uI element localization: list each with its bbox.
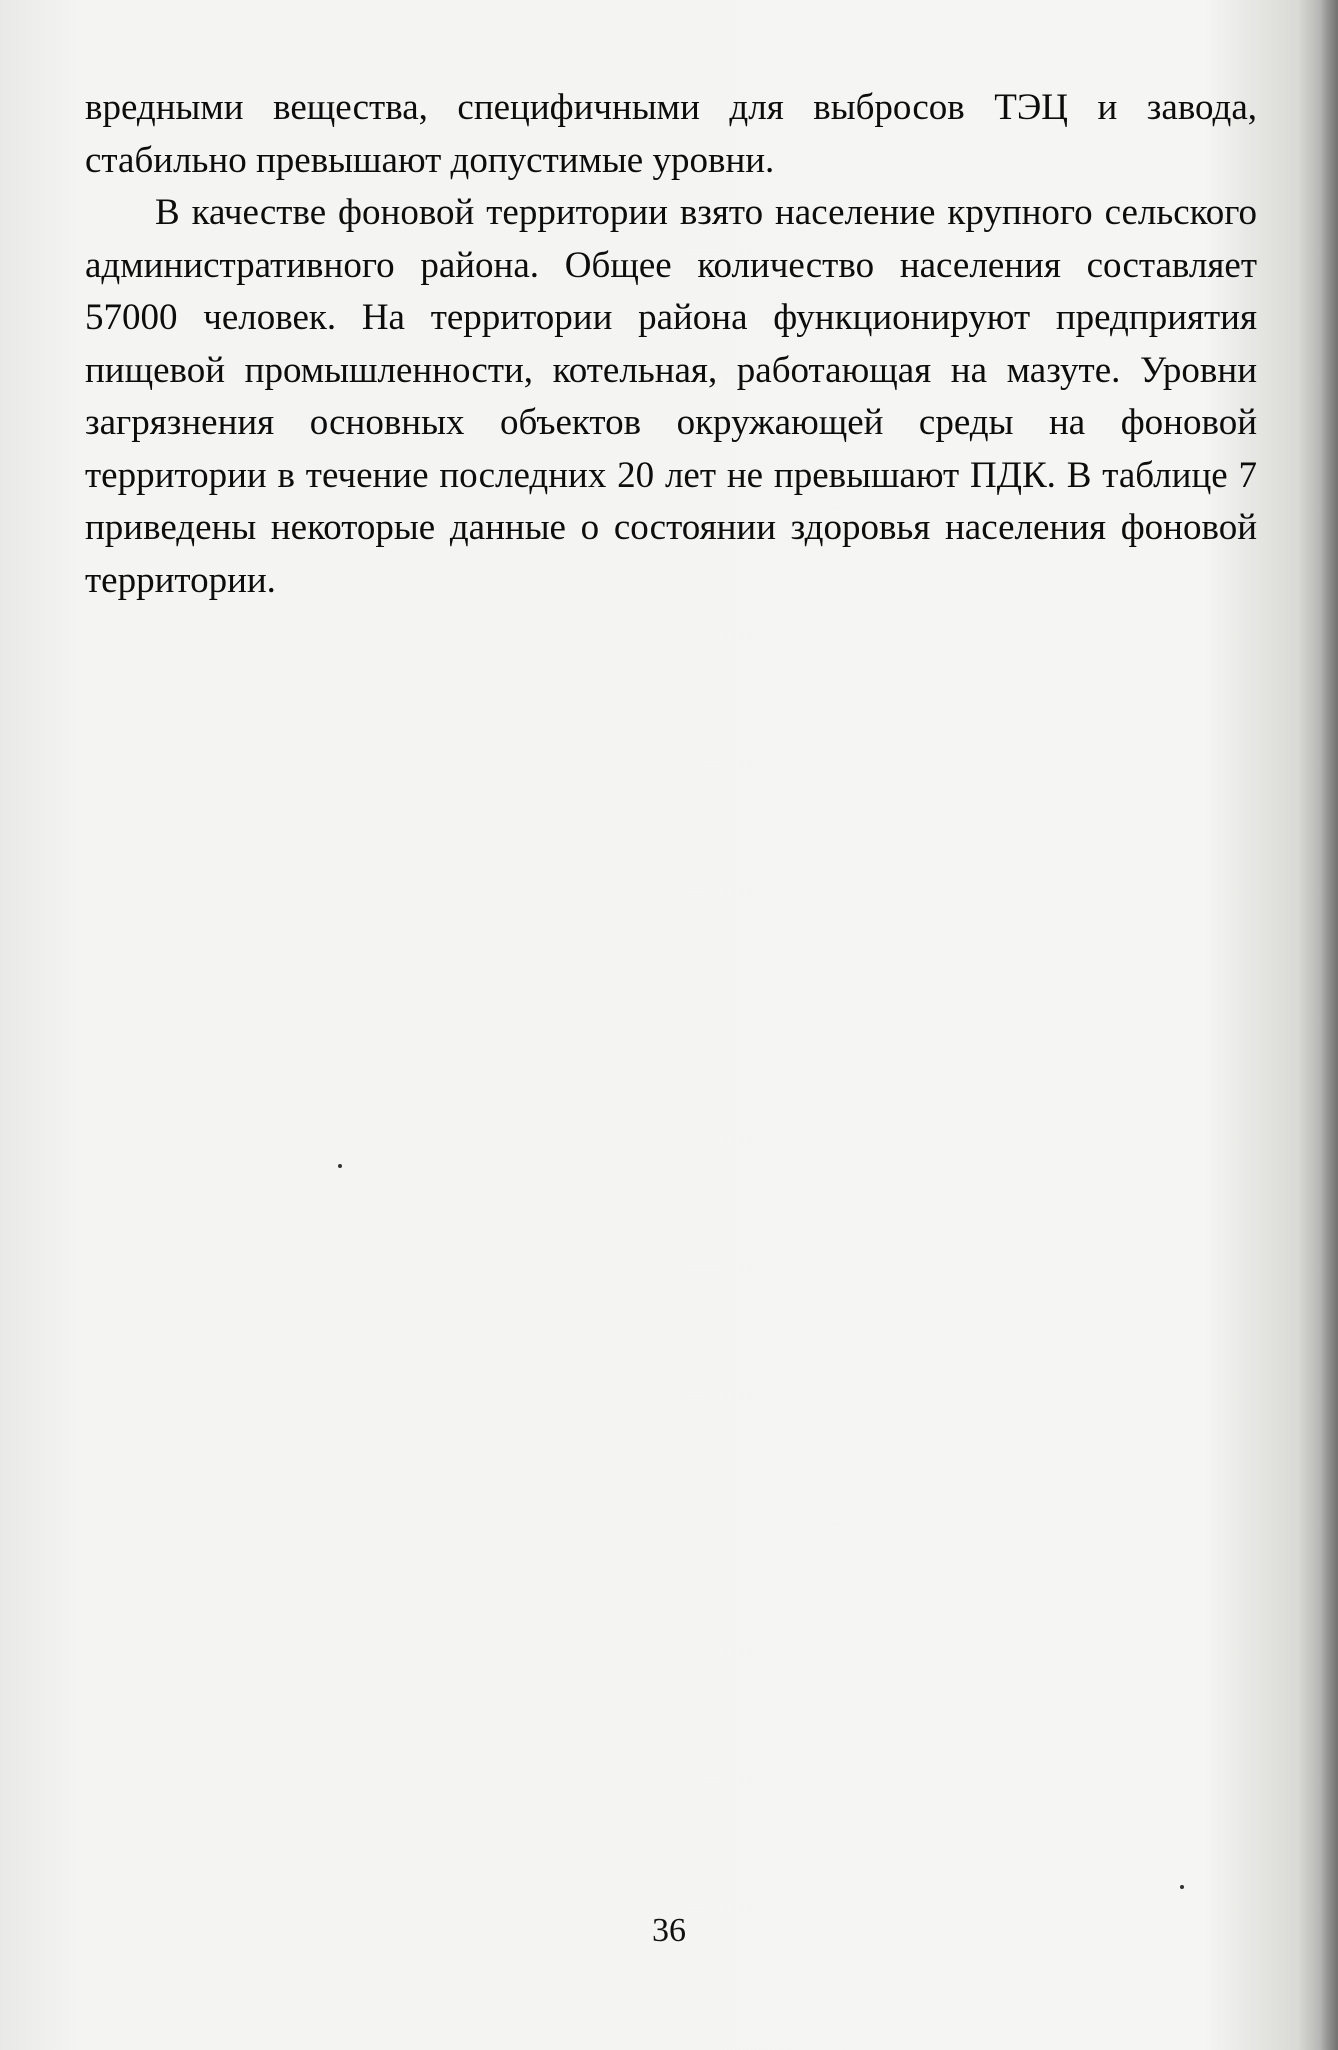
main-text: [85, 82, 1257, 607]
speck: [338, 1164, 342, 1168]
scan-edge-shadow: [1320, 0, 1338, 2050]
speck: [1180, 1885, 1184, 1889]
paragraph-continuation: вредными вещества, специфичными для выбросов ТЭЦ и завода, стабильно превышают допустимые уровни.: [85, 87, 1257, 181]
mirrored-offset-text: [45, 610, 1255, 1121]
page-number: 36: [652, 1912, 686, 1949]
paragraph-background-territory: В качестве фоновой территории взято население крупного сельского административного района. Общее количество населения составляет 57000 человек. На территории района функционируют предприятия пищевой промышленности, котельная, работающая на мазуте. Уровни загрязнения основных объектов окружающей среды на фоновой территории в течение последних 20 лет не превышают ПДК. В таблице 7 приведены некоторые данные о состоянии здоровья населения фоновой территории.: [85, 192, 1257, 601]
